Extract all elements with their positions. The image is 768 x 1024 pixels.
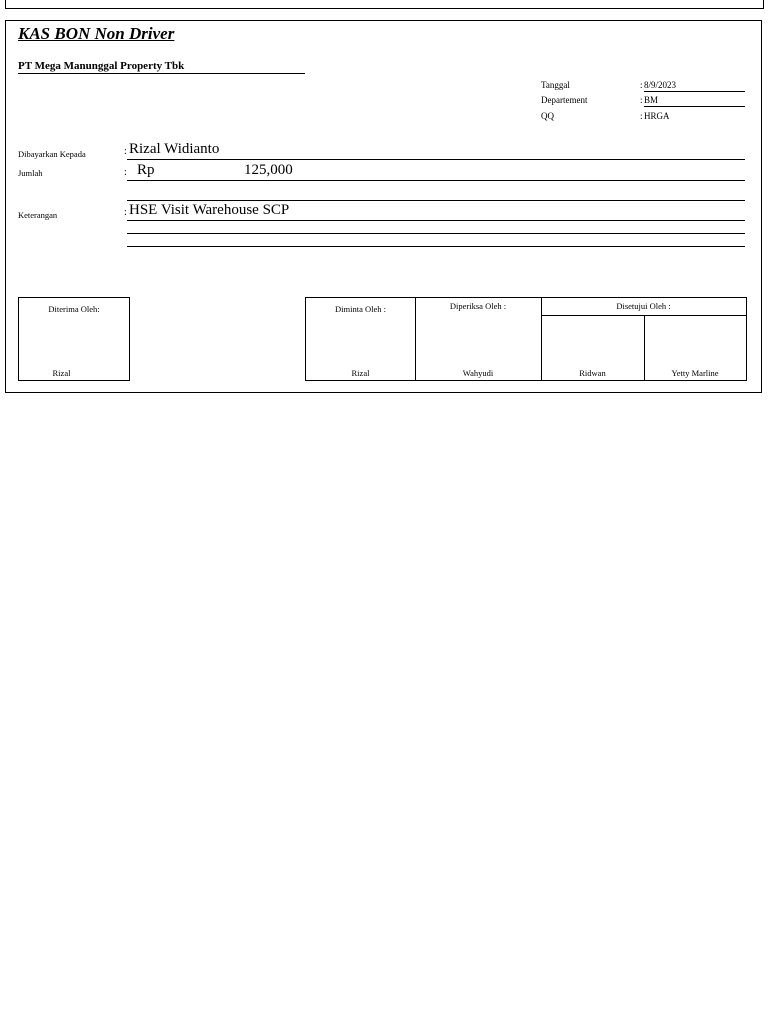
approval-signature-table [305,297,747,381]
diperiksa-label: Diperiksa Oleh : [449,301,507,311]
departement-label: Departement [541,95,588,105]
blank-line-3 [127,246,745,247]
keterangan-label: Keterangan [18,210,58,220]
keterangan-value: HSE Visit Warehouse SCP [129,202,290,218]
jumlah-line [127,180,745,181]
disetujui-name-2: Yetty Marline [671,368,719,378]
qq-colon: : [640,111,643,121]
tanggal-value: 8/9/2023 [644,80,745,92]
diminta-name: Rizal [351,368,370,378]
jumlah-label: Jumlah [18,168,43,178]
blank-line-1 [127,200,745,201]
blank-line-2 [127,233,745,234]
diterima-label: Diterima Oleh: [48,304,100,314]
disetujui-name-1: Ridwan [579,368,606,378]
keterangan-line [127,220,745,221]
currency-label: Rp [137,162,155,178]
approval-header-line [541,315,746,316]
company-name: PT Mega Manunggal Property Tbk [18,60,305,74]
dibayarkan-value: Rizal Widianto [129,141,220,157]
dibayarkan-label: Dibayarkan Kepada [18,149,86,159]
departement-value: BM [644,95,745,107]
jumlah-colon: : [124,167,127,178]
disetujui-label: Disetujui Oleh : [616,301,671,311]
previous-page-edge [5,0,764,9]
tanggal-label: Tanggal [541,80,570,90]
amount-value: 125,000 [244,162,293,178]
tanggal-colon: : [640,80,643,90]
qq-label: QQ [541,111,554,121]
departement-colon: : [640,95,643,105]
diterima-signature-box [18,297,130,381]
document-title: KAS BON Non Driver [18,24,175,43]
diminta-label: Diminta Oleh : [335,304,386,314]
qq-value: HRGA [644,111,670,121]
cash-voucher [5,20,762,393]
dibayarkan-line [127,159,745,160]
keterangan-colon: : [124,207,127,218]
diperiksa-name: Wahyudi [462,368,494,378]
diterima-name: Rizal [52,368,71,378]
dibayarkan-colon: : [124,146,127,157]
